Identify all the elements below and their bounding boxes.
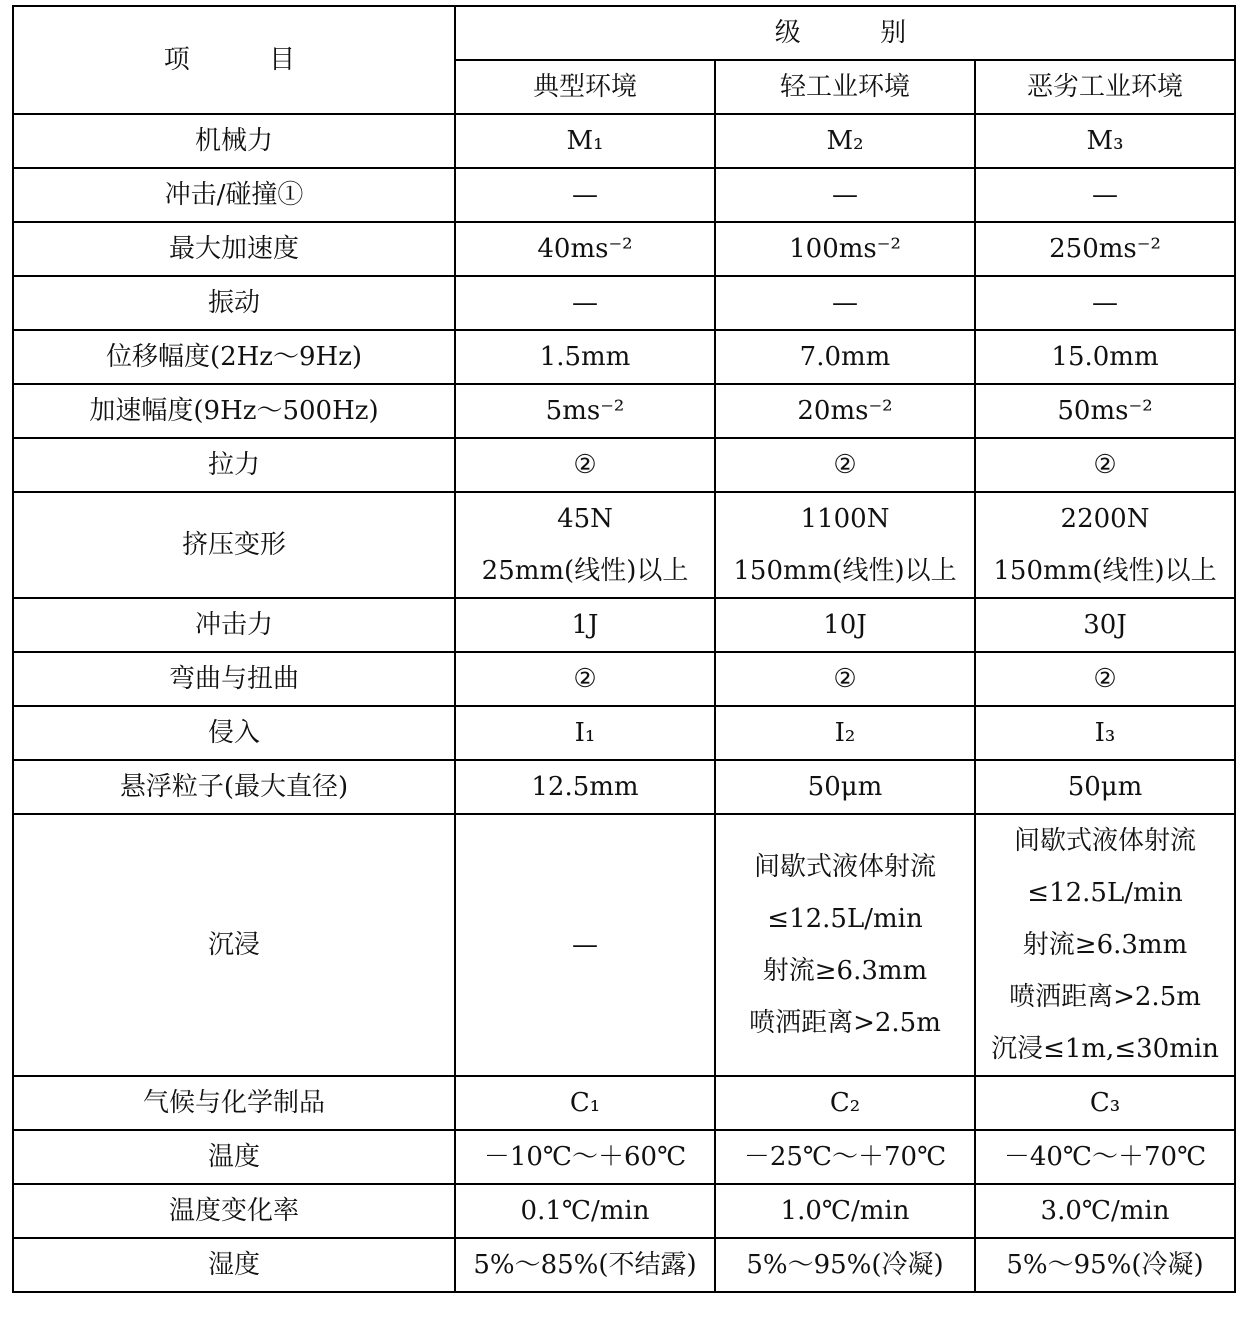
cell-light-industrial: ② bbox=[715, 438, 975, 492]
header-col-harsh-industrial: 恶劣工业环境 bbox=[975, 60, 1235, 114]
cell-harsh-industrial bbox=[975, 814, 1235, 1076]
row-label: 机械力 bbox=[13, 114, 455, 168]
cell-line: 射流≥6.3mm bbox=[1022, 930, 1188, 960]
cell-light-industrial: I₂ bbox=[715, 706, 975, 760]
cell-typical: C₁ bbox=[455, 1076, 715, 1130]
cell-harsh-industrial: C₃ bbox=[975, 1076, 1235, 1130]
row-label: 拉力 bbox=[13, 438, 455, 492]
cell-typical bbox=[455, 814, 715, 1076]
cell-light-industrial: 50μm bbox=[715, 760, 975, 814]
cell-typical: M₁ bbox=[455, 114, 715, 168]
cell-harsh-industrial: －40℃～＋70℃ bbox=[975, 1130, 1235, 1184]
cell-harsh-industrial: — bbox=[975, 168, 1235, 222]
cell-light-industrial: — bbox=[715, 276, 975, 330]
cell-harsh-industrial: 5%～95%(冷凝) bbox=[975, 1238, 1235, 1292]
table-row bbox=[13, 1238, 1235, 1292]
table-row bbox=[13, 760, 1235, 814]
header-col-light-industrial: 轻工业环境 bbox=[715, 60, 975, 114]
table-row bbox=[13, 384, 1235, 438]
cell-harsh-industrial: 3.0℃/min bbox=[975, 1184, 1235, 1238]
cell-line: 25mm(线性)以上 bbox=[481, 556, 689, 586]
cell-line: 间歇式液体射流 bbox=[753, 852, 936, 882]
row-label: 挤压变形 bbox=[13, 492, 455, 598]
cell-line: 喷洒距离>2.5m bbox=[1009, 982, 1201, 1012]
cell-typical bbox=[455, 492, 715, 598]
header-item: 项 目 bbox=[13, 6, 455, 114]
cell-typical: 1J bbox=[455, 598, 715, 652]
cell-light-industrial: －25℃～＋70℃ bbox=[715, 1130, 975, 1184]
row-label: 振动 bbox=[13, 276, 455, 330]
cell-typical: 5ms⁻² bbox=[455, 384, 715, 438]
cell-line: 2200N bbox=[1060, 504, 1150, 534]
table-row bbox=[13, 1184, 1235, 1238]
row-label: 温度 bbox=[13, 1130, 455, 1184]
row-label: 位移幅度(2Hz～9Hz) bbox=[13, 330, 455, 384]
cell-typical: ② bbox=[455, 438, 715, 492]
cell-light-industrial: M₂ bbox=[715, 114, 975, 168]
cell-typical: 12.5mm bbox=[455, 760, 715, 814]
cell-light-industrial: 20ms⁻² bbox=[715, 384, 975, 438]
header-row-1 bbox=[13, 6, 1235, 60]
cell-line: 喷洒距离>2.5m bbox=[749, 1008, 941, 1038]
table-row bbox=[13, 1130, 1235, 1184]
table-row bbox=[13, 276, 1235, 330]
table-row bbox=[13, 114, 1235, 168]
cell-light-industrial: 10J bbox=[715, 598, 975, 652]
table-row bbox=[13, 814, 1235, 1076]
table-row bbox=[13, 1076, 1235, 1130]
row-label: 沉浸 bbox=[13, 814, 455, 1076]
environment-classification-table bbox=[12, 5, 1236, 1293]
row-label: 侵入 bbox=[13, 706, 455, 760]
table-row bbox=[13, 168, 1235, 222]
cell-light-industrial: — bbox=[715, 168, 975, 222]
cell-line: 150mm(线性)以上 bbox=[733, 556, 957, 586]
cell-line: ≤12.5L/min bbox=[767, 904, 923, 934]
header-level: 级 别 bbox=[455, 6, 1235, 60]
cell-line: 射流≥6.3mm bbox=[762, 956, 928, 986]
cell-harsh-industrial: I₃ bbox=[975, 706, 1235, 760]
cell-typical: — bbox=[455, 168, 715, 222]
cell-light-industrial: 1.0℃/min bbox=[715, 1184, 975, 1238]
row-label: 气候与化学制品 bbox=[13, 1076, 455, 1130]
row-label: 温度变化率 bbox=[13, 1184, 455, 1238]
table-row bbox=[13, 438, 1235, 492]
row-label: 弯曲与扭曲 bbox=[13, 652, 455, 706]
cell-typical: — bbox=[455, 276, 715, 330]
cell-harsh-industrial: ② bbox=[975, 438, 1235, 492]
cell-harsh-industrial: 250ms⁻² bbox=[975, 222, 1235, 276]
cell-line: ≤12.5L/min bbox=[1027, 878, 1183, 908]
cell-typical: 0.1℃/min bbox=[455, 1184, 715, 1238]
table-row bbox=[13, 492, 1235, 598]
cell-harsh-industrial: — bbox=[975, 276, 1235, 330]
cell-light-industrial: C₂ bbox=[715, 1076, 975, 1130]
cell-harsh-industrial: ② bbox=[975, 652, 1235, 706]
row-label: 冲击力 bbox=[13, 598, 455, 652]
row-label: 湿度 bbox=[13, 1238, 455, 1292]
cell-line: 1100N bbox=[800, 504, 890, 534]
cell-harsh-industrial: 50ms⁻² bbox=[975, 384, 1235, 438]
table-row bbox=[13, 652, 1235, 706]
cell-line: 150mm(线性)以上 bbox=[993, 556, 1217, 586]
cell-harsh-industrial: 15.0mm bbox=[975, 330, 1235, 384]
cell-harsh-industrial: M₃ bbox=[975, 114, 1235, 168]
row-label: 冲击/碰撞① bbox=[13, 168, 455, 222]
cell-harsh-industrial: 50μm bbox=[975, 760, 1235, 814]
cell-harsh-industrial bbox=[975, 492, 1235, 598]
cell-light-industrial: ② bbox=[715, 652, 975, 706]
cell-typical: 40ms⁻² bbox=[455, 222, 715, 276]
cell-typical: ② bbox=[455, 652, 715, 706]
cell-typical: －10℃～＋60℃ bbox=[455, 1130, 715, 1184]
row-label: 最大加速度 bbox=[13, 222, 455, 276]
cell-light-industrial: 100ms⁻² bbox=[715, 222, 975, 276]
cell-typical: 1.5mm bbox=[455, 330, 715, 384]
table-row bbox=[13, 222, 1235, 276]
cell-line: 45N bbox=[557, 504, 613, 534]
cell-line: 沉浸≤1m,≤30min bbox=[991, 1034, 1219, 1064]
row-label: 悬浮粒子(最大直径) bbox=[13, 760, 455, 814]
table-row bbox=[13, 330, 1235, 384]
cell-typical: 5%～85%(不结露) bbox=[455, 1238, 715, 1292]
cell-light-industrial bbox=[715, 814, 975, 1076]
cell-light-industrial: 5%～95%(冷凝) bbox=[715, 1238, 975, 1292]
cell-line: — bbox=[572, 930, 598, 960]
cell-harsh-industrial: 30J bbox=[975, 598, 1235, 652]
cell-typical: I₁ bbox=[455, 706, 715, 760]
cell-line: 间歇式液体射流 bbox=[1014, 826, 1197, 856]
table-row bbox=[13, 706, 1235, 760]
header-col-typical: 典型环境 bbox=[455, 60, 715, 114]
row-label: 加速幅度(9Hz～500Hz) bbox=[13, 384, 455, 438]
cell-light-industrial: 7.0mm bbox=[715, 330, 975, 384]
cell-light-industrial bbox=[715, 492, 975, 598]
table-row bbox=[13, 598, 1235, 652]
